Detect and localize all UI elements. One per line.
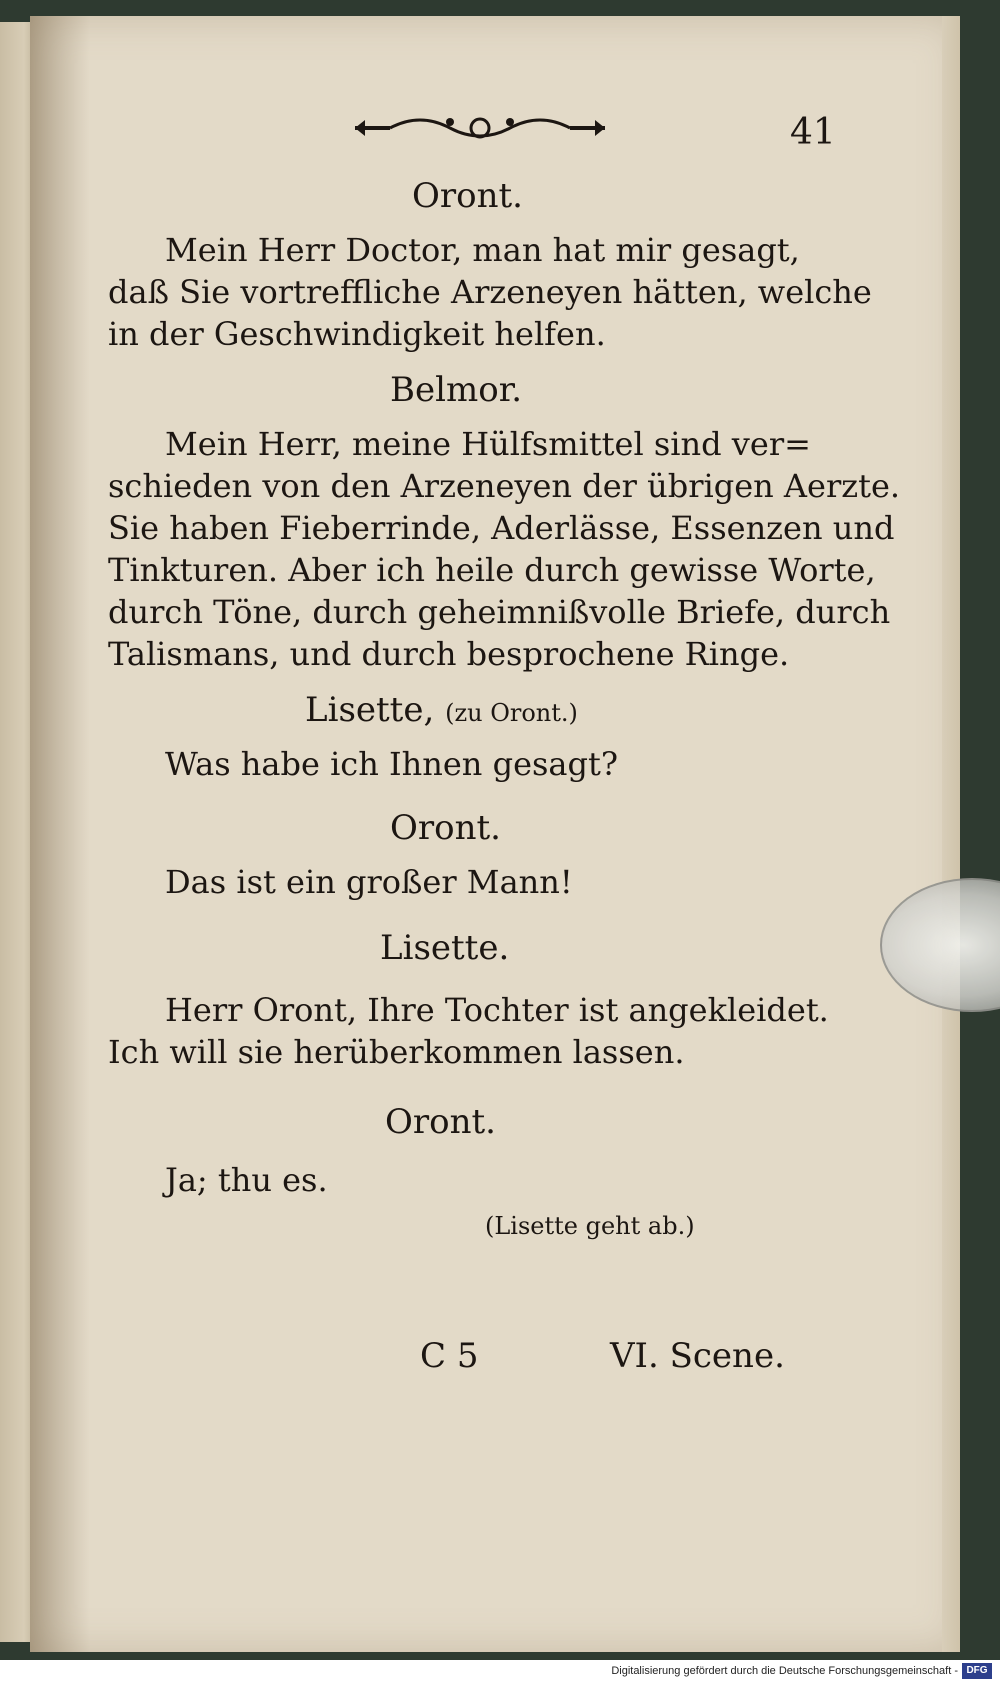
page-number: 41	[790, 112, 836, 153]
text-line: Herr Oront, Ihre Tochter ist angekleidet.	[165, 991, 829, 1029]
text-line: Ja; thu es.	[165, 1161, 328, 1199]
text-line: Sie haben Fieberrinde, Aderlässe, Essenzen und	[108, 509, 895, 547]
dfg-logo: DFG	[962, 1663, 992, 1679]
text-line: Das ist ein großer Mann!	[165, 863, 573, 901]
speaker-belmor: Belmor.	[390, 370, 523, 410]
text-line: Was habe ich Ihnen gesagt?	[165, 745, 618, 783]
stage-direction: (Lisette geht ab.)	[485, 1212, 695, 1240]
speaker-lisette: Lisette.	[380, 928, 510, 968]
text-line: daß Sie vortreffliche Arzeneyen hätten, welche	[108, 273, 872, 311]
footer-bar	[0, 1660, 1000, 1688]
page-edge	[942, 16, 960, 1652]
text-line: in der Geschwindigkeit helfen.	[108, 315, 606, 353]
text-line: schieden von den Arzeneyen der übrigen Aerzte.	[108, 467, 901, 505]
catchword: VI. Scene.	[610, 1336, 785, 1376]
speaker-lisette	[305, 690, 578, 733]
text-line: Mein Herr, meine Hülfsmittel sind ver=	[165, 425, 811, 463]
text-line: durch Töne, durch geheimnißvolle Briefe, durch	[108, 593, 891, 631]
signature-mark: C 5	[420, 1336, 479, 1376]
funding-credit: Digitalisierung gefördert durch die Deutsche Forschungsgemeinschaft -	[611, 1665, 958, 1677]
speaker-name: Lisette,	[305, 690, 435, 730]
speaker-oront: Oront.	[385, 1102, 496, 1142]
book-page	[30, 16, 960, 1652]
page-gutter-shadow	[30, 16, 90, 1652]
speaker-oront: Oront.	[412, 176, 523, 216]
speaker-oront: Oront.	[390, 808, 501, 848]
header-ornament	[350, 108, 610, 148]
text-line: Ich will sie herüberkommen lassen.	[108, 1033, 685, 1071]
text-line: Mein Herr Doctor, man hat mir gesagt,	[165, 231, 800, 269]
text-line: Talismans, und durch besprochene Ringe.	[108, 635, 790, 673]
text-line: Tinkturen. Aber ich heile durch gewisse Worte,	[108, 551, 876, 589]
stage-direction: (zu Oront.)	[445, 699, 578, 727]
